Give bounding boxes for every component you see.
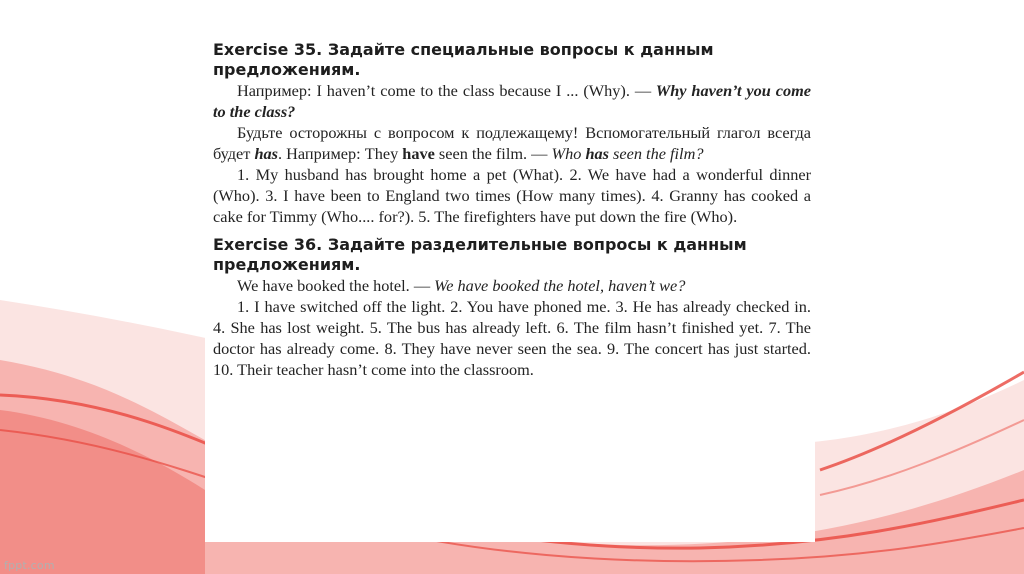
example-sentence: Например: I haven’t come to the class because I ... (Why). —: [237, 81, 652, 100]
caution-answer-has: has: [581, 144, 609, 163]
exercise-35-sentences: 1. My husband has brought home a pet (What). 2. We have had a wonderful dinner (Who). 3. I have been to England two times (How many times). 4. Granny has cooked a cake for Timmy (Who.... for?). 5. The firefighters have put down the fire (Who).: [213, 165, 811, 226]
exercise-35-example: [213, 80, 811, 122]
exercise-36-heading: Exercise 36. Задайте разделительные вопросы к данным предложениям.: [213, 235, 747, 274]
exercise-35-heading: Exercise 35. Задайте специальные вопросы к данным предложениям.: [213, 40, 714, 79]
textbook-page: [205, 30, 815, 542]
example-answer: Why haven’t you come to the class?: [213, 81, 811, 121]
caution-aux: has: [250, 144, 279, 163]
caution-answer-end: seen the film?: [608, 144, 704, 163]
caution-text: Будьте осторожны с вопросом к подлежащему! Вспомогательный глагол всегда будет: [213, 123, 811, 163]
spacer: [213, 227, 811, 235]
fppt-watermark: fppt.com: [4, 559, 55, 572]
exercise-36-example: [213, 275, 811, 296]
exercise-35-caution: [213, 122, 811, 164]
example-answer: We have booked the hotel, haven’t we?: [430, 276, 686, 295]
caution-text-2: . Например: They: [278, 144, 399, 163]
example-sentence: We have booked the hotel. —: [237, 276, 431, 295]
exercise-36-sentences: 1. I have switched off the light. 2. You have phoned me. 3. He has already checked in. 4. She has lost weight. 5. The bus has already left. 6. The film hasn’t finished yet. 7. The doctor has already come. 8. They have never seen the sea. 9. The concert has just started. 10. Their teacher hasn’t come into the classroom.: [213, 297, 811, 379]
caution-answer-start: Who: [547, 144, 582, 163]
caution-have: have: [398, 144, 435, 163]
caution-text-3: seen the film. —: [434, 144, 548, 163]
